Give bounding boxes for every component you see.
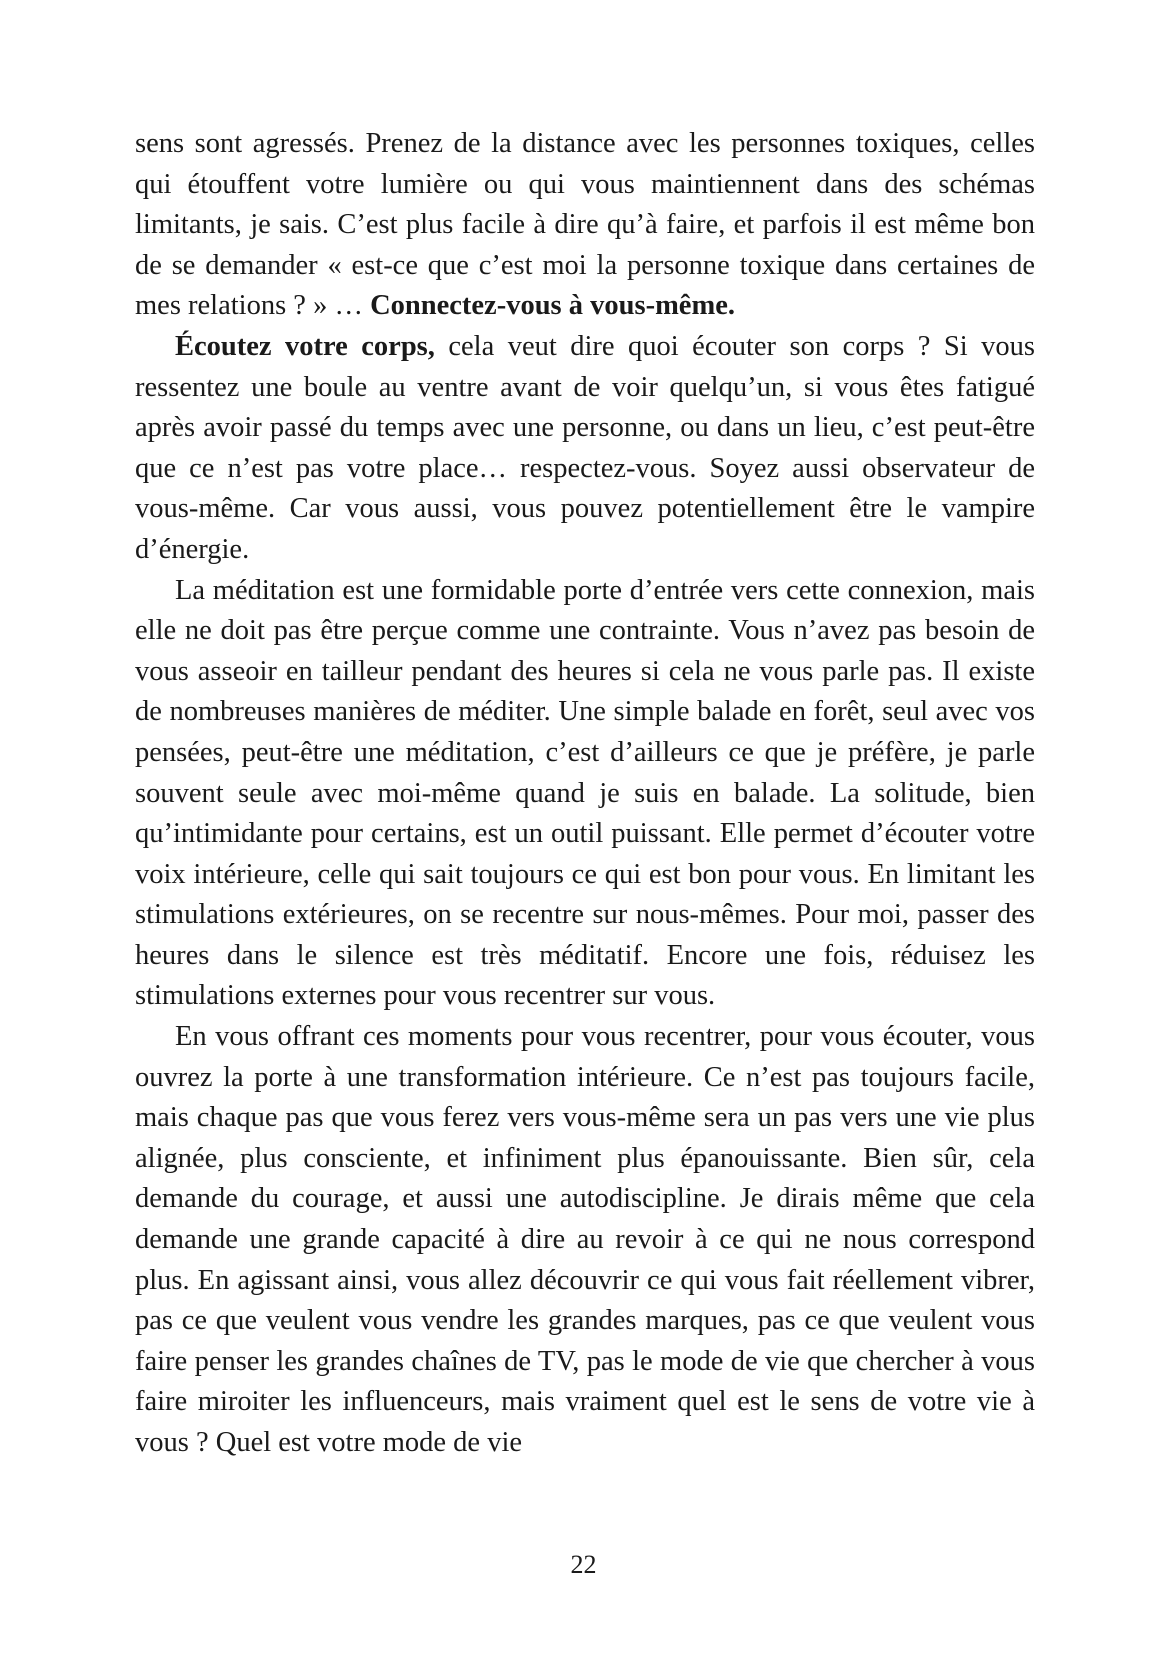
body-text xyxy=(135,124,1035,1464)
paragraph-3 xyxy=(135,571,1035,1018)
paragraph-4-text: En vous offrant ces moments pour vous recentrer, pour vous écouter, vous ouvrez la porte à une transformation intérieure. Ce n’est pas toujours facile, mais chaque pas que vous ferez vers vous-même sera un pas vers une vie plus alignée, plus consciente, et infiniment plus épanouissante. Bien sûr, cela demande du courage, et aussi une autodiscipline. Je dirais même que cela demande une grande capacité à dire au revoir à ce qui ne nous correspond plus. En agissant ainsi, vous allez découvrir ce qui vous fait réellement vibrer, pas ce que veulent vous vendre les grandes marques, pas ce que veulent vous faire penser les grandes chaînes de TV, pas le mode de vie que chercher à vous faire miroiter les influenceurs, mais vraiment quel est le sens de votre vie à vous ? Quel est votre mode de vie xyxy=(135,1021,1035,1458)
paragraph-2-text: cela veut dire quoi écouter son corps ? Si vous ressentez une boule au ventre avant de voir quelqu’un, si vous êtes fatigué après avoir passé du temps avec une personne, ou dans un lieu, c’est peut-être que ce n’est pas votre place… respectez-vous. Soyez aussi observateur de vous-même. Car vous aussi, vous pouvez potentiellement être le vampire d’énergie. xyxy=(135,330,1035,565)
page-number: 22 xyxy=(570,1550,597,1579)
paragraph-2-bold-phrase: Écoutez votre corps, xyxy=(175,330,435,362)
paragraph-3-text: La méditation est une formidable porte d’entrée vers cette connexion, mais elle ne doit pas être perçue comme une contrainte. Vous n’avez pas besoin de vous asseoir en tailleur pendant des heures si cela ne vous parle pas. Il existe de nombreuses manières de méditer. Une simple balade en forêt, seul avec vos pensées, peut-être une méditation, c’est d’ailleurs ce que je préfère, je parle souvent seule avec moi-même quand je suis en balade. La solitude, bien qu’intimidante pour certains, est un outil puissant. Elle permet d’écouter votre voix intérieure, celle qui sait toujours ce qui est bon pour vous. En limitant les stimulations extérieures, on se recentre sur nous-mêmes. Pour moi, passer des heures dans le silence est très méditatif. Encore une fois, réduisez les stimulations externes pour vous recentrer sur vous. xyxy=(135,574,1035,1012)
paragraph-4 xyxy=(135,1017,1035,1464)
paragraph-2 xyxy=(135,327,1035,571)
paragraph-1-bold-phrase: Connectez-vous à vous-même. xyxy=(370,290,735,322)
paragraph-1-text: sens sont agressés. Prenez de la distance avec les personnes toxiques, celles qui étouffent votre lumière ou qui vous maintiennent dans des schémas limitants, je sais. C’est plus facile à dire qu’à faire, et parfois il est même bon de se demander « est-ce que c’est moi la personne toxique dans certaines de mes relations ? » … xyxy=(135,128,1035,322)
paragraph-1 xyxy=(135,124,1035,327)
